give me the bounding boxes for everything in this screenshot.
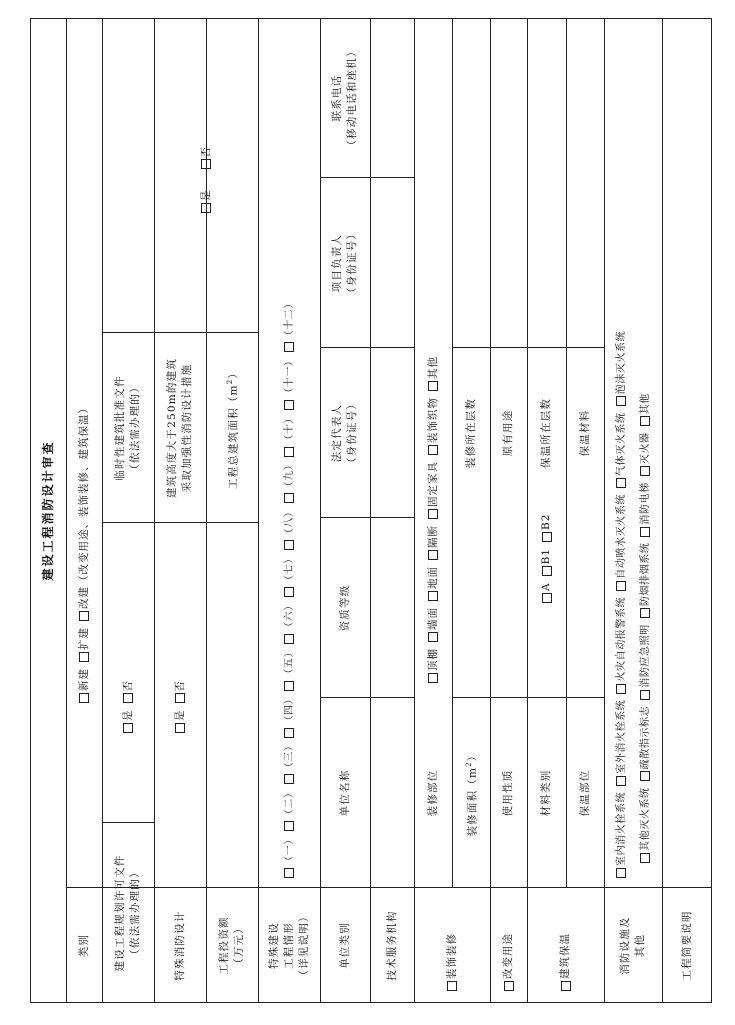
- material-type-label: 材料类别: [540, 769, 552, 817]
- checkbox[interactable]: [284, 342, 294, 352]
- material-grade-options: [527, 508, 566, 603]
- checkbox[interactable]: [616, 868, 626, 878]
- checkbox[interactable]: [284, 587, 294, 597]
- decoration-area-text: 装修面积（m: [466, 766, 479, 837]
- unit-name-header: 单位名称: [338, 769, 351, 817]
- checkbox[interactable]: [284, 774, 294, 784]
- option-new: 新建: [77, 668, 90, 691]
- special-cond-1: 特殊建设: [267, 922, 280, 969]
- tall-label-2: 采取加强性消防设计措施: [181, 363, 193, 493]
- fire-option: 其他灭火系统: [639, 787, 651, 851]
- fire-line-2: [634, 387, 656, 863]
- checkbox[interactable]: [640, 608, 650, 618]
- total-area-tail: ）: [227, 366, 240, 379]
- original-use-label: 原有用途: [502, 409, 514, 457]
- form-title: 建设工程消防设计审查: [40, 440, 55, 581]
- fire-label-1: 消防设施及: [619, 916, 631, 975]
- checkbox[interactable]: [284, 821, 294, 831]
- checkbox[interactable]: [79, 693, 89, 703]
- insulation-text: 建筑保温: [559, 933, 571, 979]
- category-options: [66, 396, 102, 703]
- checkbox[interactable]: [428, 381, 438, 391]
- grade-a: A: [540, 582, 552, 591]
- checkbox[interactable]: [284, 400, 294, 410]
- planning-label: [102, 823, 154, 1003]
- temp-label-2: （依法需办理的）: [129, 381, 141, 475]
- checkbox[interactable]: [616, 776, 626, 786]
- checkbox[interactable]: [79, 652, 89, 662]
- option-no: 否: [173, 680, 186, 692]
- investment-label-2: （万元）: [233, 922, 245, 969]
- fire-option: 泡沫灭火系统: [615, 330, 627, 395]
- legal-2: （身份证号）: [346, 397, 358, 469]
- planning-options: [102, 674, 154, 733]
- special-design-label: 特殊消防设计: [173, 910, 186, 981]
- checkbox[interactable]: [542, 532, 552, 542]
- tall-options: [154, 140, 258, 213]
- row-line: [370, 18, 371, 1003]
- checkbox[interactable]: [616, 396, 626, 406]
- checkbox[interactable]: [640, 771, 650, 781]
- option: 固定家具: [426, 461, 439, 507]
- checkbox[interactable]: [447, 981, 457, 991]
- area-unit-sup: 2: [464, 761, 473, 767]
- contact-1: 联系电话: [331, 74, 343, 122]
- checkbox[interactable]: [284, 494, 294, 504]
- fire-line-1: [610, 325, 632, 878]
- condition-item: （九）: [283, 459, 295, 492]
- decoration-text: 装饰装修: [445, 933, 458, 979]
- condition-item: （四）: [283, 693, 295, 726]
- insulation-material-label: 保温材料: [578, 409, 591, 457]
- checkbox[interactable]: [640, 416, 650, 426]
- fire-option: 火灾自动报警系统: [615, 596, 627, 682]
- project-summary-label: 工程简要说明: [680, 910, 693, 981]
- decoration-floors-label: 装修所在层数: [464, 397, 477, 469]
- fire-option: 室外消火栓系统: [615, 699, 627, 774]
- fire-option: 灭火器: [639, 432, 651, 465]
- project-manager-header: [320, 178, 370, 348]
- checkbox[interactable]: [616, 478, 626, 488]
- unit-type-label: 单位类别: [338, 922, 351, 969]
- total-area-label: [206, 333, 258, 523]
- grade-b2: B2: [540, 513, 552, 530]
- checkbox[interactable]: [616, 581, 626, 591]
- contact-2: （移动电话和座机）: [346, 45, 358, 151]
- fire-option: 消防电梯: [639, 482, 651, 525]
- condition-item: （五）: [283, 646, 295, 679]
- checkbox[interactable]: [616, 684, 626, 694]
- checkbox[interactable]: [201, 203, 211, 213]
- condition-item: （八）: [283, 506, 295, 539]
- condition-item: （六）: [283, 600, 295, 632]
- fire-option: 室内消火栓系统: [615, 791, 627, 866]
- checkbox[interactable]: [640, 466, 650, 476]
- checkbox[interactable]: [123, 723, 133, 733]
- decoration-area-tail: ）: [466, 749, 479, 762]
- condition-item: （一）: [283, 834, 295, 866]
- planning-label-2: （依法需办理的）: [129, 866, 141, 960]
- checkbox[interactable]: [284, 868, 294, 878]
- special-cond-2: 工程情形: [282, 922, 295, 969]
- condition-item: （二）: [283, 787, 295, 820]
- decoration-part-label: 装修部位: [426, 769, 439, 817]
- condition-item: （十二）: [283, 298, 295, 341]
- checkbox[interactable]: [428, 509, 438, 519]
- grade-b1: B1: [540, 548, 552, 565]
- fire-option: 防烟排烟系统: [639, 542, 651, 607]
- area-unit-sup: 2: [225, 378, 234, 385]
- condition-item: （三）: [283, 740, 295, 773]
- option-no: 否: [199, 146, 212, 158]
- fire-option: 自动喷水灭火系统: [615, 493, 627, 579]
- checkbox[interactable]: [175, 723, 185, 733]
- category-label: 类别: [77, 933, 90, 958]
- option: 顶棚: [426, 648, 439, 671]
- tall-label-1: 建筑高度大于250m的建筑: [166, 357, 178, 499]
- checkbox[interactable]: [123, 694, 133, 704]
- temp-label-1: 临时性建筑批准文件: [114, 375, 126, 481]
- checkbox[interactable]: [428, 445, 438, 455]
- condition-item: （十）: [283, 412, 295, 445]
- checkbox[interactable]: [284, 634, 294, 644]
- checkbox[interactable]: [640, 853, 650, 863]
- insulation-part-label: 保温部位: [578, 769, 591, 817]
- checkbox[interactable]: [640, 690, 650, 700]
- manager-1: 项目负责人: [331, 233, 343, 293]
- qualification-header: 资质等级: [338, 584, 351, 632]
- checkbox[interactable]: [284, 447, 294, 457]
- fire-facilities-label: [604, 888, 662, 1003]
- checkbox[interactable]: [79, 611, 89, 621]
- investment-label: [206, 888, 258, 1003]
- checkbox[interactable]: [640, 527, 650, 537]
- checkbox[interactable]: [561, 981, 571, 991]
- checkbox[interactable]: [428, 550, 438, 560]
- checkbox[interactable]: [284, 728, 294, 738]
- decoration-label: [414, 933, 490, 991]
- use-change-label: [490, 933, 527, 991]
- use-change-text: 改变用途: [502, 933, 514, 979]
- checkbox[interactable]: [428, 632, 438, 642]
- fire-option: 其他: [639, 393, 651, 415]
- option: 墙面: [426, 607, 439, 630]
- option-rebuild: 改建（改变用途、装饰装修、建筑保温）: [77, 402, 90, 609]
- form-sheet: [30, 18, 712, 1003]
- special-cond-3: （详见说明）: [297, 910, 310, 981]
- checkbox[interactable]: [542, 566, 552, 576]
- checkbox[interactable]: [201, 160, 211, 170]
- option-yes: 是: [173, 709, 186, 721]
- option: 地面: [426, 566, 439, 589]
- fire-option: 气体灭火系统: [615, 412, 627, 476]
- checkbox[interactable]: [428, 591, 438, 601]
- planning-label-1: 建设工程规划许可文件: [114, 854, 126, 972]
- legal-1: 法定代表人: [331, 403, 343, 463]
- special-condition-label: [258, 888, 320, 1003]
- special-condition-items: [258, 298, 320, 878]
- row-line: [662, 18, 663, 1003]
- tech-service-label: 技术服务机构: [385, 910, 398, 981]
- checkbox[interactable]: [504, 981, 514, 991]
- checkbox[interactable]: [284, 681, 294, 691]
- option: 隔断: [426, 525, 439, 548]
- checkbox[interactable]: [542, 593, 552, 603]
- insulation-floors-label: 保温所在层数: [540, 397, 552, 469]
- insulation-label: [527, 933, 604, 991]
- decoration-area-label: [452, 698, 490, 888]
- option-no: 否: [121, 680, 134, 692]
- option-expand: 扩建: [77, 627, 90, 650]
- fire-option: 疏散指示标志: [639, 705, 651, 770]
- option-yes: 是: [121, 709, 134, 721]
- checkbox[interactable]: [284, 540, 294, 550]
- option: 其他: [426, 356, 439, 379]
- fire-label-2: 其他: [634, 933, 646, 958]
- manager-2: （身份证号）: [346, 227, 358, 299]
- legal-rep-header: [320, 348, 370, 518]
- contact-header: [320, 18, 370, 178]
- checkbox[interactable]: [175, 694, 185, 704]
- decoration-part-options: [414, 350, 452, 683]
- row-line: [604, 18, 605, 1003]
- temp-building-label: [102, 333, 154, 523]
- option: 装饰织物: [426, 397, 439, 443]
- tall-building-label: [154, 333, 206, 523]
- investment-label-1: 工程投资额: [218, 916, 230, 975]
- condition-item: （十一）: [283, 355, 295, 398]
- condition-item: （七）: [283, 553, 295, 586]
- fire-option: 消防应急照明: [639, 624, 651, 688]
- total-area-text: 工程总建筑面积（m: [227, 384, 240, 490]
- use-nature-label: 使用性质: [502, 769, 514, 817]
- special-options: [154, 674, 206, 733]
- option-yes: 是: [199, 189, 212, 201]
- checkbox[interactable]: [428, 673, 438, 683]
